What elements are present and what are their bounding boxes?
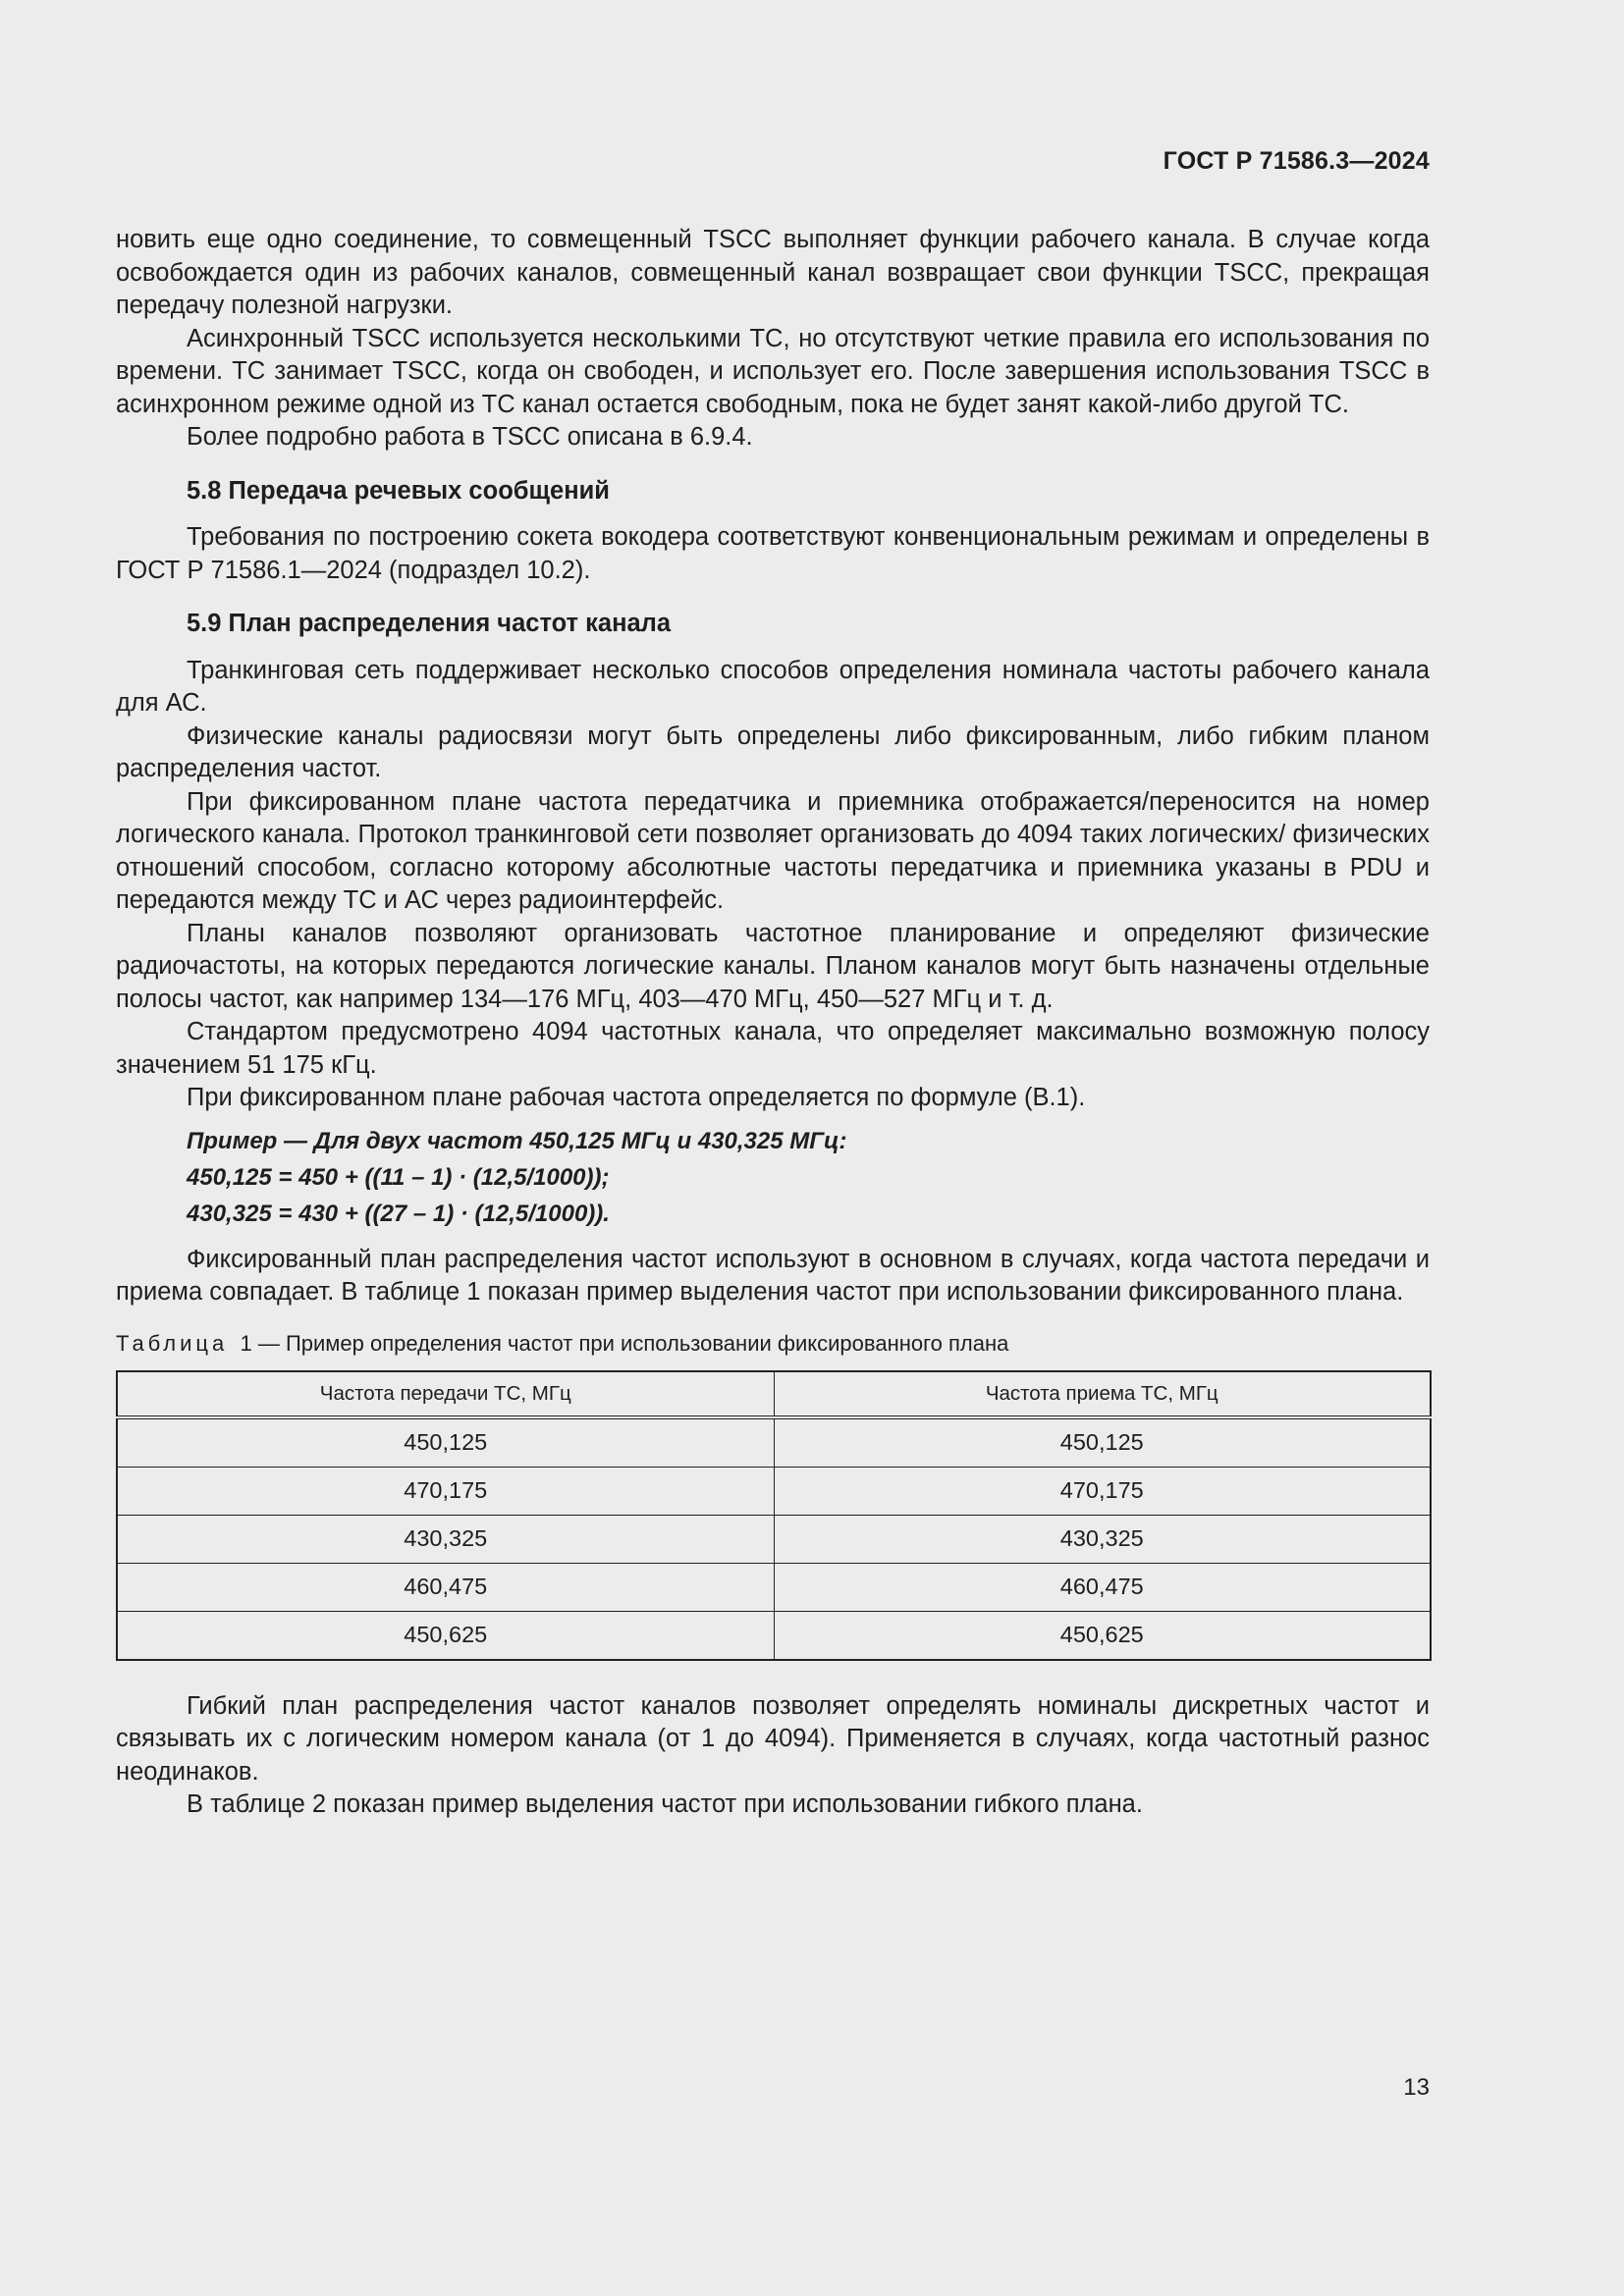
table-cell: 430,325 [117,1515,774,1563]
table-cell: 470,175 [117,1467,774,1515]
table-caption-label: Таблица [116,1330,229,1356]
paragraph: новить еще одно соединение, то совмещенный TSCC выполняет функции рабочего канала. В случае когда освобождается один из рабочих каналов, совмещенный канал возвращает свои функции TSCC, прекращая передачу полезной нагрузки. [116,226,1430,319]
table-row [117,1611,1431,1660]
paragraph: В таблице 2 показан пример выделения частот при использовании гибкого плана. [187,1790,1143,1818]
paragraph: Планы каналов позволяют организовать частотное планирование и определяют физические радиочастоты, на которых передаются логические каналы. Планом каналов могут быть назначены отдельные полосы частот, как например 134—176 МГц, 403—470 МГц, 450—527 МГц и т. д. [116,919,1430,1013]
paragraph: Транкинговая сеть поддерживает несколько способов определения номинала частоты рабочего канала для АС. [116,656,1430,717]
paragraph: Гибкий план распределения частот каналов позволяет определять номиналы дискретных частот и связывать их с логическим номером канала (от 1 до 4094). Применяется в случаях, когда частотный разнос неодинаков. [116,1691,1430,1786]
table-cell: 470,175 [774,1467,1431,1515]
page-number: 13 [1403,2074,1430,2101]
table-cell: 450,625 [774,1611,1431,1660]
table-cell: 450,125 [117,1417,774,1468]
frequency-table [116,1370,1432,1661]
table-header-row [117,1371,1431,1417]
example-line: Пример — Для двух частот 450,125 МГц и 430,325 МГц: [187,1127,847,1154]
paragraph: Асинхронный TSCC используется несколькими ТС, но отсутствуют четкие правила его использования по времени. ТС занимает TSCC, когда он свободен, и использует его. После завершения использования TSCC в асинхронном режиме одной из ТС канал остается свободным, пока не будет занят какой-либо другой ТС. [116,324,1430,418]
page-content [116,224,1430,1822]
table-cell: 450,125 [774,1417,1431,1468]
table-cell: 450,625 [117,1611,774,1660]
table-cell: 460,475 [117,1563,774,1611]
example-formula: 430,325 = 430 + ((27 – 1) · (12,5/1000)). [187,1200,610,1227]
section-heading-5-9: 5.9 План распределения частот канала [187,610,672,637]
section-heading-5-8: 5.8 Передача речевых сообщений [187,476,610,505]
table-row [117,1515,1431,1563]
table-row [117,1467,1431,1515]
table-row [117,1563,1431,1611]
column-header-tx: Частота передачи ТС, МГц [117,1371,774,1417]
paragraph: Более подробно работа в TSCC описана в 6.9.4. [187,423,753,451]
table-cell: 460,475 [774,1563,1431,1611]
paragraph: Требования по построению сокета вокодера соответствуют конвенциональным режимам и определены в ГОСТ Р 71586.1—2024 (подраздел 10.2). [116,523,1430,584]
table-caption-text: 1 — Пример определения частот при использовании фиксированного плана [240,1330,1009,1356]
table-cell: 430,325 [774,1515,1431,1563]
column-header-rx: Частота приема ТС, МГц [774,1371,1431,1417]
paragraph: При фиксированном плане частота передатчика и приемника отображается/переносится на номер логического канала. Протокол транкинговой сети позволяет организовать до 4094 таких логических/ физических отношений способом, согласно которому абсолютные частоты передатчика и приемника указаны в PDU и передаются между ТС и АС через радиоинтерфейс. [116,787,1430,914]
example-formula: 450,125 = 450 + ((11 – 1) · (12,5/1000)); [187,1163,610,1191]
table-caption [116,1329,1430,1359]
table-row [117,1417,1431,1468]
document-header: ГОСТ Р 71586.3—2024 [1163,147,1430,175]
paragraph: Стандартом предусмотрено 4094 частотных канала, что определяет максимально возможную полосу значением 51 175 кГц. [116,1018,1430,1079]
paragraph: Физические каналы радиосвязи могут быть определены либо фиксированным, либо гибким планом распределения частот. [116,721,1430,782]
paragraph: Фиксированный план распределения частот используют в основном в случаях, когда частота передачи и приема совпадает. В таблице 1 показан пример выделения частот при использовании фиксированного плана. [116,1245,1430,1306]
paragraph: При фиксированном плане рабочая частота определяется по формуле (В.1). [187,1084,1086,1111]
